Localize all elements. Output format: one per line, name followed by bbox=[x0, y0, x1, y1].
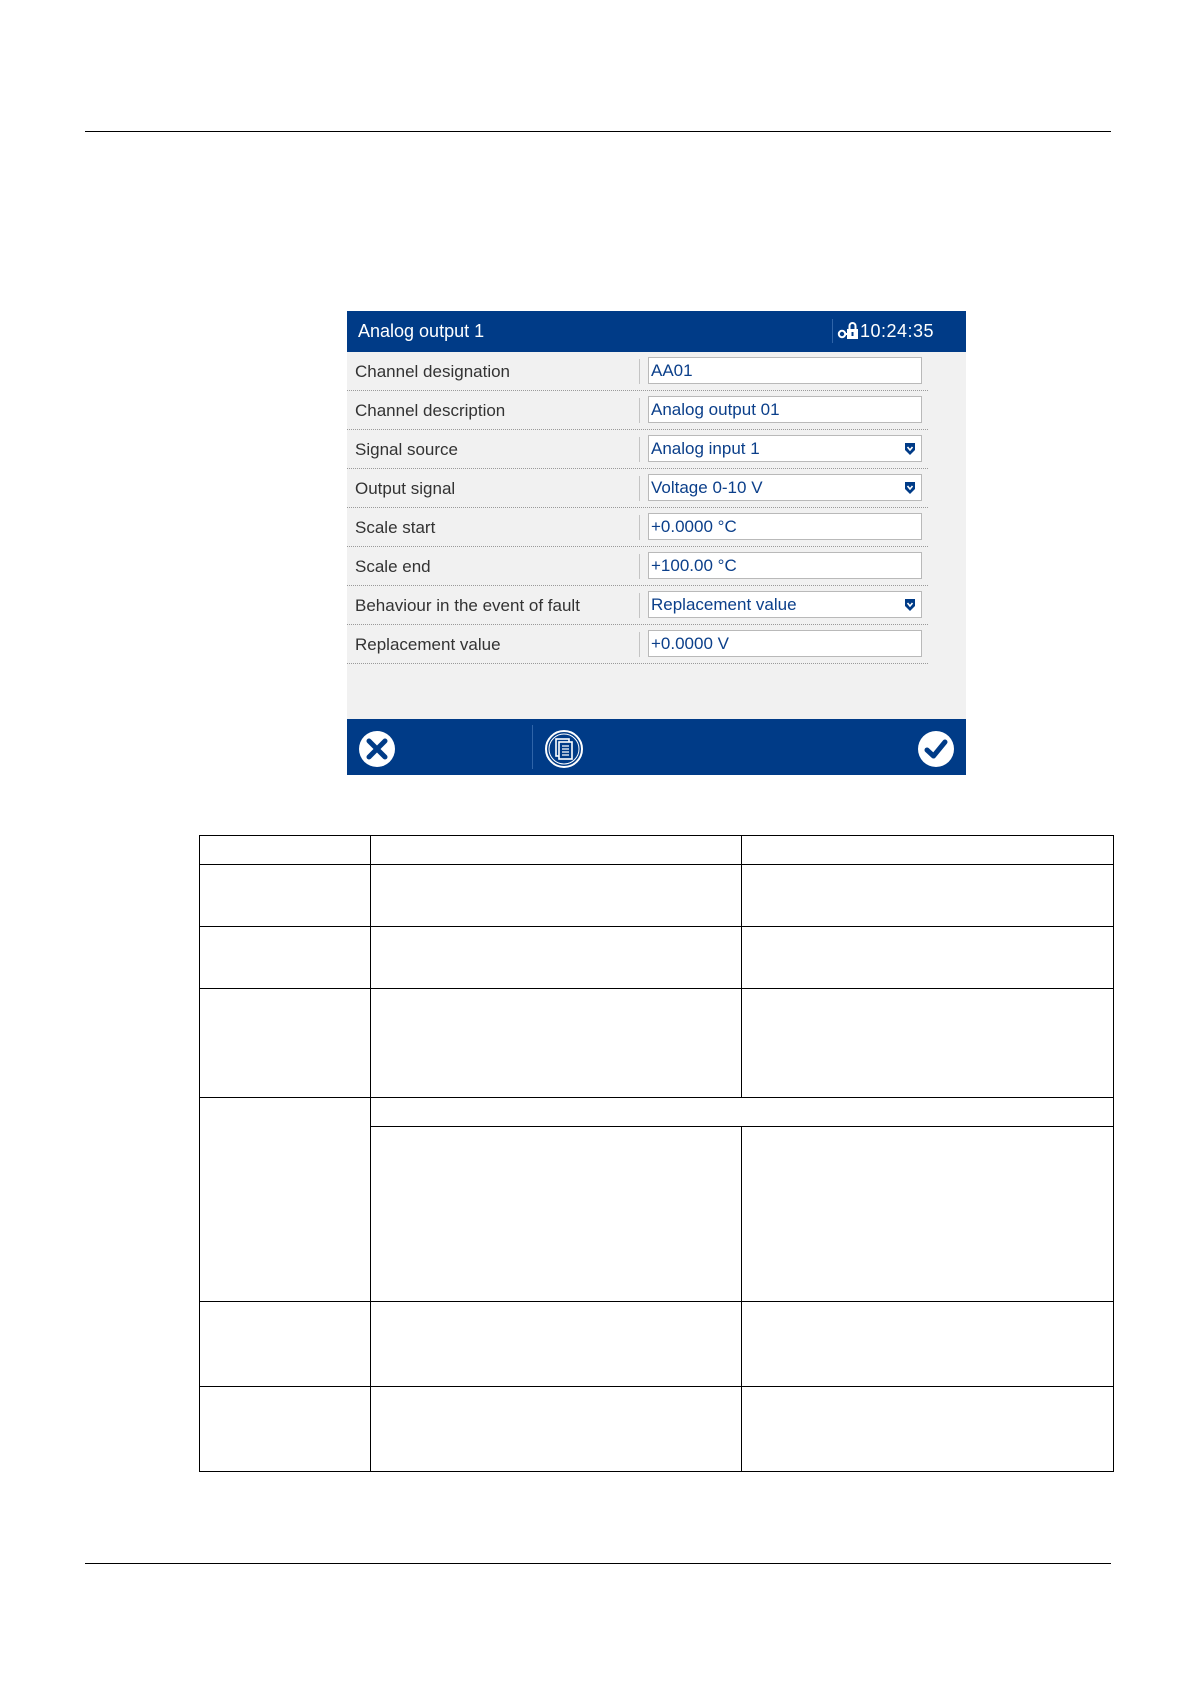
field-label: Output signal bbox=[355, 479, 456, 498]
field-value: Analog output 01 bbox=[651, 400, 780, 419]
field-label: Channel description bbox=[355, 401, 506, 420]
footer-separator bbox=[532, 725, 533, 769]
field-value: +0.0000 °C bbox=[651, 517, 737, 536]
form-row-signal-source bbox=[347, 430, 928, 469]
table-cell bbox=[371, 836, 742, 865]
dropdown-arrow-icon[interactable] bbox=[903, 598, 917, 612]
row-separator bbox=[639, 632, 640, 657]
row-separator bbox=[639, 554, 640, 579]
checkmark-circle-icon[interactable] bbox=[916, 729, 956, 769]
title-separator bbox=[832, 319, 833, 343]
table-cell bbox=[742, 1127, 1114, 1302]
table-row bbox=[200, 865, 1114, 927]
form-row-channel-description bbox=[347, 391, 928, 430]
field-value: AA01 bbox=[651, 361, 693, 380]
field-label: Scale start bbox=[355, 518, 436, 537]
field-value: +0.0000 V bbox=[651, 634, 729, 653]
table-cell bbox=[371, 927, 742, 989]
table-cell bbox=[200, 1387, 371, 1472]
fault-behaviour-select[interactable] bbox=[648, 591, 922, 618]
form-row-channel-designation bbox=[347, 352, 928, 391]
clock-time: 10:24:35 bbox=[860, 321, 935, 341]
table-cell bbox=[200, 836, 371, 865]
table-cell bbox=[742, 836, 1114, 865]
table-header-row bbox=[200, 836, 1114, 865]
title-bar bbox=[347, 311, 966, 352]
footer-rule bbox=[85, 1563, 1111, 1564]
form-row-fault-behaviour bbox=[347, 586, 928, 625]
scale-end-input[interactable] bbox=[648, 552, 922, 579]
form-row-scale-start bbox=[347, 508, 928, 547]
parameter-table bbox=[199, 835, 1114, 1472]
window-title: Analog output 1 bbox=[358, 321, 485, 341]
table-row bbox=[200, 1387, 1114, 1472]
table-cell bbox=[742, 865, 1114, 927]
table-row bbox=[200, 1302, 1114, 1387]
scale-start-input[interactable] bbox=[648, 513, 922, 540]
form-row-scale-end bbox=[347, 547, 928, 586]
close-circle-icon[interactable] bbox=[357, 729, 397, 769]
table-cell bbox=[371, 865, 742, 927]
field-label: Channel designation bbox=[355, 362, 511, 381]
footer-bar bbox=[347, 719, 966, 775]
field-label: Scale end bbox=[355, 557, 431, 576]
field-label: Behaviour in the event of fault bbox=[355, 596, 580, 615]
table-cell bbox=[371, 1387, 742, 1472]
table-cell bbox=[742, 1387, 1114, 1472]
table-cell bbox=[371, 989, 742, 1098]
field-value: Analog input 1 bbox=[651, 439, 760, 458]
dropdown-arrow-icon[interactable] bbox=[903, 481, 917, 495]
table-cell bbox=[200, 1098, 371, 1302]
field-label: Signal source bbox=[355, 440, 459, 459]
table-cell bbox=[200, 927, 371, 989]
table-row bbox=[200, 927, 1114, 989]
settings-form bbox=[347, 352, 928, 664]
output-signal-select[interactable] bbox=[648, 474, 922, 501]
table-row bbox=[200, 1098, 1114, 1127]
channel-designation-input[interactable] bbox=[648, 357, 922, 384]
row-separator bbox=[639, 593, 640, 618]
document-icon[interactable] bbox=[544, 729, 584, 769]
field-value: +100.00 °C bbox=[651, 556, 737, 575]
signal-source-select[interactable] bbox=[648, 435, 922, 462]
header-rule bbox=[85, 131, 1111, 132]
table-cell bbox=[742, 989, 1114, 1098]
form-row-output-signal bbox=[347, 469, 928, 508]
table-cell bbox=[200, 1302, 371, 1387]
row-separator bbox=[639, 359, 640, 384]
field-value: Voltage 0-10 V bbox=[651, 478, 763, 497]
replacement-value-input[interactable] bbox=[648, 630, 922, 657]
table-cell bbox=[371, 1302, 742, 1387]
table-cell bbox=[200, 989, 371, 1098]
row-separator bbox=[639, 437, 640, 462]
row-separator bbox=[639, 476, 640, 501]
channel-description-input[interactable] bbox=[648, 396, 922, 423]
table-cell bbox=[200, 865, 371, 927]
table-cell bbox=[742, 927, 1114, 989]
form-row-replacement-value bbox=[347, 625, 928, 664]
row-separator bbox=[639, 398, 640, 423]
field-label: Replacement value bbox=[355, 635, 501, 654]
field-value: Replacement value bbox=[651, 595, 797, 614]
table-row bbox=[200, 989, 1114, 1098]
table-cell bbox=[742, 1302, 1114, 1387]
lock-icon bbox=[837, 319, 861, 343]
row-separator bbox=[639, 515, 640, 540]
table-cell bbox=[371, 1127, 742, 1302]
table-cell bbox=[371, 1098, 1114, 1127]
device-screen bbox=[347, 311, 966, 775]
dropdown-arrow-icon[interactable] bbox=[903, 442, 917, 456]
